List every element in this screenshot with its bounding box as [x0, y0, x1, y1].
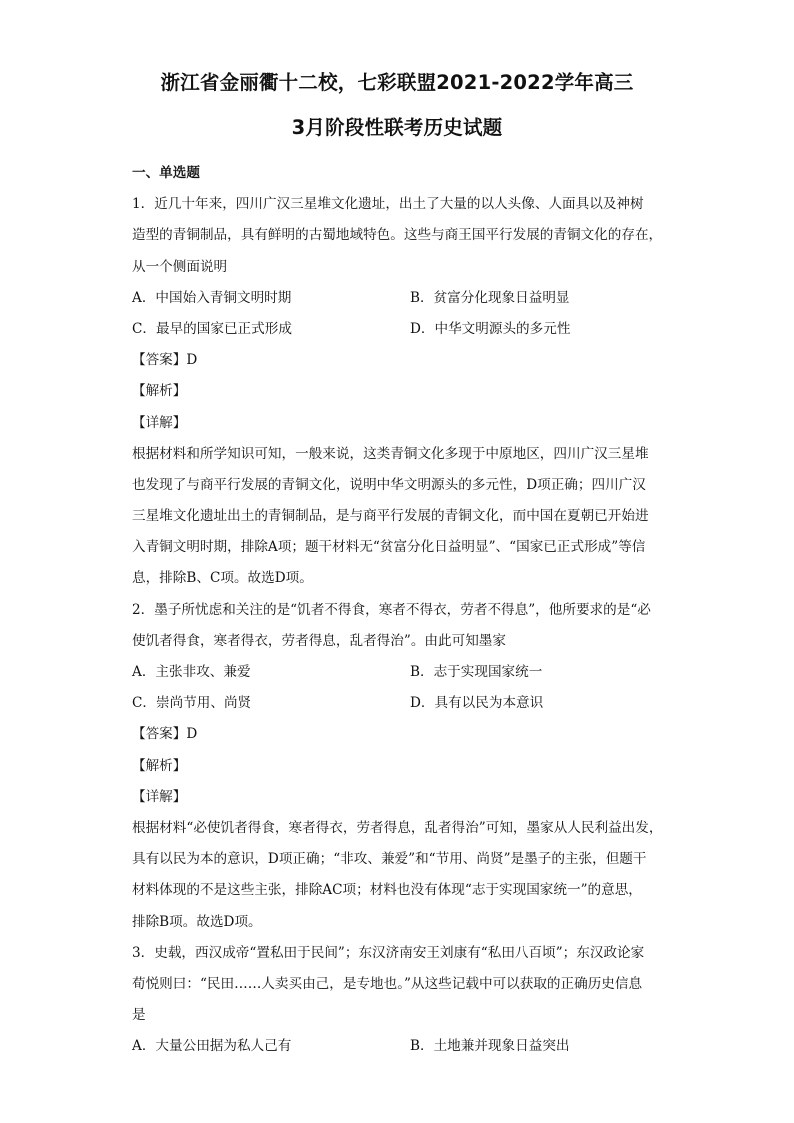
option-a[interactable]: A．主张非攻、兼爱 [132, 664, 251, 680]
detail-label: 【详解】 [132, 414, 187, 431]
option-d[interactable]: D．具有以民为本意识 [410, 695, 544, 712]
analysis-label: 【解析】 [132, 757, 187, 774]
question-3 [132, 938, 668, 1063]
option-a[interactable]: A．大量公田据为私人己有 [132, 1038, 292, 1055]
option-d[interactable]: D．中华文明源头的多元性 [410, 320, 571, 337]
option-list [132, 1031, 668, 1062]
question-stem-line: 造型的青铜制品，具有鲜明的古蜀地域特色。这些与商王国平行发展的青铜文化的存在， [132, 227, 663, 244]
option-list [132, 657, 668, 719]
detail-label: 【详解】 [132, 788, 187, 805]
question-stem-line: 使饥者得食，寒者得衣，劳者得息，乱者得治”。由此可知墨家 [132, 632, 506, 649]
explanation-line: 根据材料“必使饥者得食，寒者得衣，劳者得息，乱者得治”可知，墨家从人民利益出发， [132, 819, 663, 836]
question-stem-line: 3．史载，西汉成帝“置私田于民间”；东汉济南安王刘康有“私田八百顷”；东汉政论家 [132, 944, 645, 961]
explanation-line: 具有以民为本的意识，D项正确；“非攻、兼爱”和“节用、尚贤”是墨子的主张，但题干 [132, 851, 647, 868]
option-a[interactable]: A．中国始入青铜文明时期 [132, 289, 292, 306]
question-stem-line: 荀悦则曰：“民田……人卖买由己，是专地也。”从这些记载中可以获取的正确历史信息 [132, 975, 643, 992]
answer-label: 【答案】D [132, 726, 198, 743]
explanation-line: 根据材料和所学知识可知，一般来说，这类青铜文化多现于中原地区，四川广汉三星堆 [132, 445, 649, 462]
explanation-line: 材料体现的不是这些主张，排除AC项；材料也没有体现“志于实现国家统一”的意思， [132, 882, 642, 899]
option-c[interactable]: C．崇尚节用、尚贤 [132, 695, 252, 712]
page-title-line-1: 浙江省金丽衢十二校，七彩联盟2021-2022学年高三 [160, 71, 634, 94]
explanation-line: 三星堆文化遗址出土的青铜制品，是与商平行发展的青铜文化，而中国在夏朝已开始进 [132, 508, 649, 525]
explanation-line: 排除B项。故选D项。 [132, 913, 262, 930]
question-stem-line: 1．近几十年来，四川广汉三星堆文化遗址，出土了大量的以人头像、人面具以及神树 [132, 196, 644, 213]
option-list [132, 283, 668, 345]
exam-body [132, 158, 668, 1062]
option-b[interactable]: B．土地兼并现象日益突出 [410, 1038, 570, 1055]
question-stem-line: 从一个侧面说明 [132, 258, 228, 275]
answer-label: 【答案】D [132, 352, 198, 369]
section-heading: 一、单选题 [132, 165, 200, 181]
analysis-label: 【解析】 [132, 383, 187, 400]
question-2 [132, 595, 668, 938]
explanation-line: 也发现了与商平行发展的青铜文化，说明中华文明源头的多元性，D项正确；四川广汉 [132, 476, 646, 493]
question-1 [132, 189, 668, 594]
option-b[interactable]: B．贫富分化现象日益明显 [410, 289, 570, 306]
question-stem-line: 2．墨子所忧虑和关注的是“饥者不得食，寒者不得衣，劳者不得息”，他所要求的是“必 [132, 601, 651, 618]
explanation-line: 息，排除B、C项。故选D项。 [132, 570, 313, 587]
page-title-line-2: 3月阶段性联考历史试题 [291, 116, 503, 139]
option-c[interactable]: C．最早的国家已正式形成 [132, 320, 292, 337]
explanation-line: 入青铜文明时期，排除A项；题干材料无“贫富分化日益明显”、“国家已正式形成”等信 [132, 539, 646, 556]
option-b[interactable]: B．志于实现国家统一 [410, 664, 543, 680]
question-stem-line: 是 [132, 1007, 146, 1024]
